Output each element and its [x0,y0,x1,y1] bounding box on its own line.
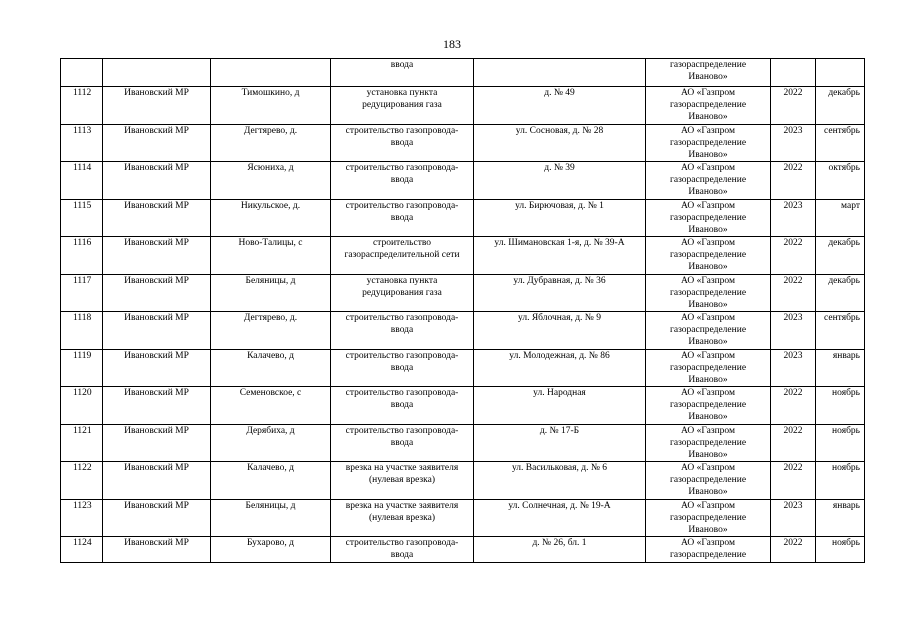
year-cell: 2023 [771,349,816,387]
row-number-cell [61,59,103,87]
row-number-cell: 1122 [61,462,103,500]
month-cell: сентябрь [816,124,865,162]
year-cell: 2022 [771,537,816,563]
year-cell: 2022 [771,387,816,425]
organization-cell: АО «Газпром газораспределение Иваново» [646,462,771,500]
locality-cell: Ясюниха, д [211,162,331,200]
row-number-cell: 1112 [61,87,103,125]
row-number-cell: 1124 [61,537,103,563]
locality-cell: Ново-Талицы, с [211,237,331,275]
organization-cell: АО «Газпром газораспределение Иваново» [646,199,771,237]
table-row [61,274,865,312]
month-cell: январь [816,349,865,387]
work-type-cell: строительство газопровода- ввода [331,312,474,350]
address-cell: д. № 39 [474,162,646,200]
table-row [61,237,865,275]
locality-cell [211,59,331,87]
work-type-cell: строительство газопровода- ввода [331,387,474,425]
month-cell [816,59,865,87]
organization-cell: АО «Газпром газораспределение Иваново» [646,124,771,162]
table-row [61,199,865,237]
district-cell: Ивановский МР [103,387,211,425]
year-cell: 2022 [771,462,816,500]
locality-cell: Дегтярево, д. [211,312,331,350]
year-cell: 2023 [771,312,816,350]
organization-cell: АО «Газпром газораспределение Иваново» [646,162,771,200]
district-cell: Ивановский МР [103,537,211,563]
work-type-cell: врезка на участке заявителя (нулевая врезка) [331,462,474,500]
address-cell: ул. Солнечная, д. № 19-А [474,499,646,537]
year-cell [771,59,816,87]
organization-cell: газораспределение Иваново» [646,59,771,87]
address-cell: ул. Яблочная, д. № 9 [474,312,646,350]
row-number-cell: 1116 [61,237,103,275]
work-type-cell: строительство газопровода- ввода [331,349,474,387]
month-cell: январь [816,499,865,537]
row-number-cell: 1114 [61,162,103,200]
address-cell: д. № 17-Б [474,424,646,462]
district-cell: Ивановский МР [103,124,211,162]
table-row-continuation [61,59,865,87]
month-cell: ноябрь [816,424,865,462]
month-cell: декабрь [816,237,865,275]
month-cell: ноябрь [816,462,865,500]
work-type-cell: строительство газопровода- ввода [331,424,474,462]
district-cell: Ивановский МР [103,312,211,350]
district-cell: Ивановский МР [103,274,211,312]
work-type-cell: строительство газопровода- ввода [331,199,474,237]
row-number-cell: 1120 [61,387,103,425]
organization-cell: АО «Газпром газораспределение Иваново» [646,274,771,312]
address-cell: ул. Дубравная, д. № 36 [474,274,646,312]
organization-cell: АО «Газпром газораспределение Иваново» [646,237,771,275]
year-cell: 2023 [771,124,816,162]
month-cell: ноябрь [816,387,865,425]
year-cell: 2022 [771,237,816,275]
year-cell: 2023 [771,199,816,237]
address-cell: ул. Сосновая, д. № 28 [474,124,646,162]
table-body [61,59,865,563]
organization-cell: АО «Газпром газораспределение [646,537,771,563]
locality-cell: Тимошкино, д [211,87,331,125]
district-cell: Ивановский МР [103,162,211,200]
month-cell: октябрь [816,162,865,200]
month-cell: декабрь [816,87,865,125]
locality-cell: Дегтярево, д. [211,124,331,162]
row-number-cell: 1113 [61,124,103,162]
year-cell: 2022 [771,87,816,125]
address-cell: ул. Бирючовая, д. № 1 [474,199,646,237]
table-row [61,462,865,500]
address-cell: ул. Васильковая, д. № 6 [474,462,646,500]
year-cell: 2022 [771,274,816,312]
locality-cell: Калачево, д [211,349,331,387]
year-cell: 2022 [771,424,816,462]
row-number-cell: 1123 [61,499,103,537]
district-cell: Ивановский МР [103,237,211,275]
locality-cell: Калачево, д [211,462,331,500]
organization-cell: АО «Газпром газораспределение Иваново» [646,312,771,350]
locality-cell: Беляницы, д [211,274,331,312]
month-cell: ноябрь [816,537,865,563]
work-type-cell: строительство газопровода- ввода [331,124,474,162]
table-row [61,87,865,125]
address-cell: ул. Народная [474,387,646,425]
table-row [61,312,865,350]
district-cell: Ивановский МР [103,87,211,125]
month-cell: март [816,199,865,237]
address-cell [474,59,646,87]
district-cell: Ивановский МР [103,349,211,387]
work-type-cell: установка пункта редуцирования газа [331,274,474,312]
row-number-cell: 1117 [61,274,103,312]
locality-cell: Беляницы, д [211,499,331,537]
row-number-cell: 1121 [61,424,103,462]
gasification-table [60,58,865,563]
district-cell [103,59,211,87]
address-cell: д. № 26, бл. 1 [474,537,646,563]
work-type-cell: врезка на участке заявителя (нулевая врезка) [331,499,474,537]
work-type-cell: ввода [331,59,474,87]
district-cell: Ивановский МР [103,424,211,462]
row-number-cell: 1119 [61,349,103,387]
district-cell: Ивановский МР [103,499,211,537]
work-type-cell: строительство газораспределительной сети [331,237,474,275]
organization-cell: АО «Газпром газораспределение Иваново» [646,499,771,537]
work-type-cell: установка пункта редуцирования газа [331,87,474,125]
row-number-cell: 1115 [61,199,103,237]
work-type-cell: строительство газопровода- ввода [331,537,474,563]
table-row [61,124,865,162]
month-cell: сентябрь [816,312,865,350]
work-type-cell: строительство газопровода- ввода [331,162,474,200]
locality-cell: Дерябиха, д [211,424,331,462]
organization-cell: АО «Газпром газораспределение Иваново» [646,424,771,462]
organization-cell: АО «Газпром газораспределение Иваново» [646,387,771,425]
table-row [61,499,865,537]
district-cell: Ивановский МР [103,462,211,500]
table-row [61,537,865,563]
organization-cell: АО «Газпром газораспределение Иваново» [646,349,771,387]
row-number-cell: 1118 [61,312,103,350]
locality-cell: Бухарово, д [211,537,331,563]
address-cell: д. № 49 [474,87,646,125]
table-row [61,424,865,462]
table-row [61,349,865,387]
address-cell: ул. Молодежная, д. № 86 [474,349,646,387]
district-cell: Ивановский МР [103,199,211,237]
page-number: 183 [443,37,461,51]
locality-cell: Семеновское, с [211,387,331,425]
locality-cell: Никульское, д. [211,199,331,237]
month-cell: декабрь [816,274,865,312]
table-row [61,162,865,200]
year-cell: 2022 [771,162,816,200]
year-cell: 2023 [771,499,816,537]
table-row [61,387,865,425]
address-cell: ул. Шимановская 1-я, д. № 39-А [474,237,646,275]
organization-cell: АО «Газпром газораспределение Иваново» [646,87,771,125]
